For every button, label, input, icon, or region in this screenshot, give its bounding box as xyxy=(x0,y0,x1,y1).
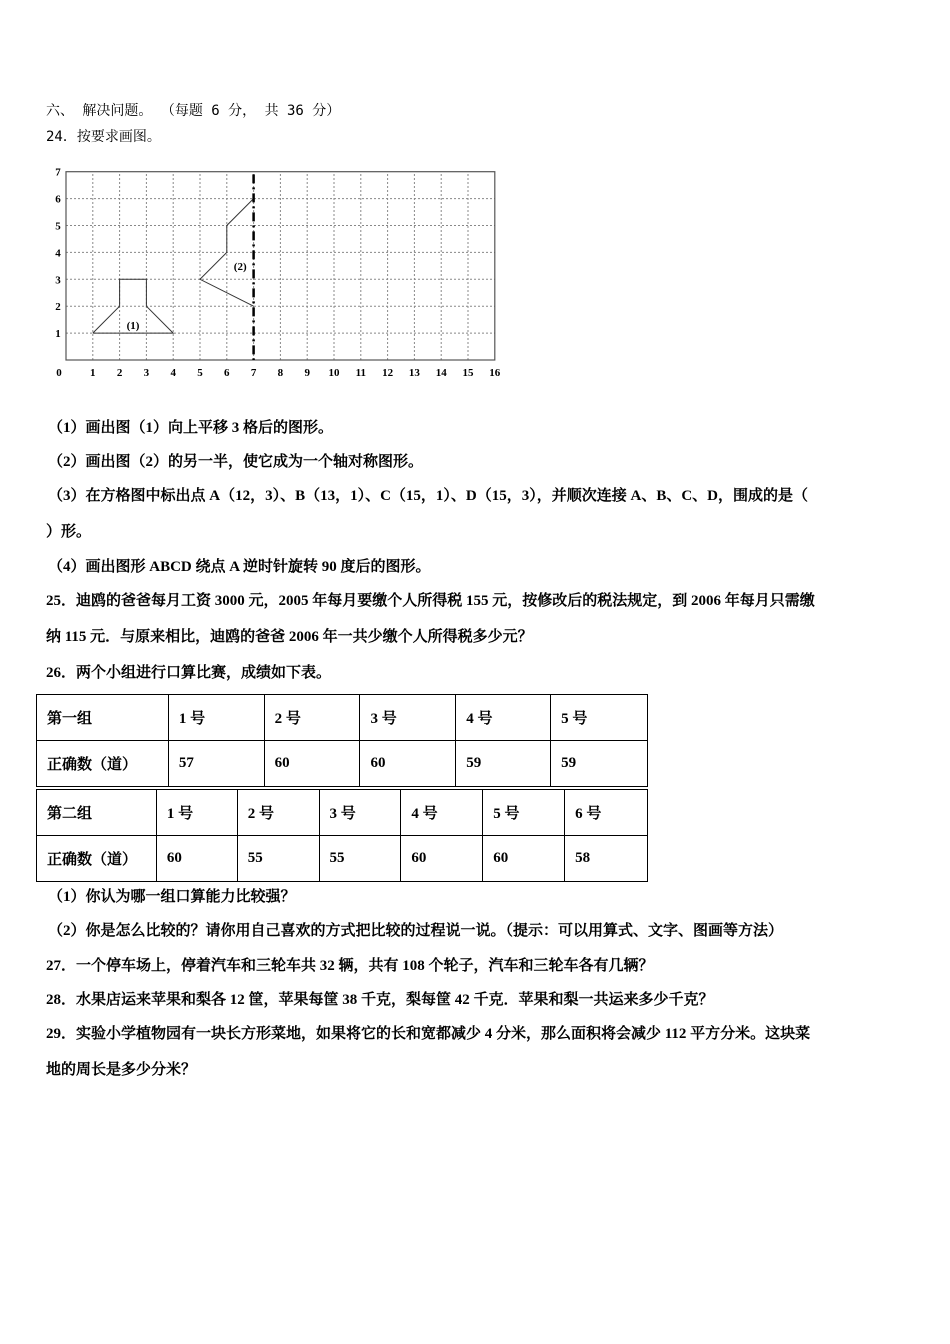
table-cell: 1 号 xyxy=(168,695,264,741)
table-cell: 6 号 xyxy=(565,790,648,836)
table-cell: 60 xyxy=(483,836,565,882)
table-cell: 3 号 xyxy=(360,695,456,741)
y-tick-label: 7 xyxy=(55,166,61,179)
x-tick-label: 14 xyxy=(435,367,447,379)
y-tick-label: 2 xyxy=(55,301,61,314)
table-cell: 第一组 xyxy=(37,695,169,741)
shape-2-label: (2) xyxy=(233,260,247,273)
q26-title: 26．两个小组进行口算比赛，成绩如下表。 xyxy=(46,665,332,681)
table-cell: 55 xyxy=(237,836,319,882)
section-title: 六、 解决问题。 （每题 6 分， 共 36 分） xyxy=(46,103,341,119)
table-cell: 60 xyxy=(360,741,456,787)
table-cell: 60 xyxy=(401,836,483,882)
table-cell: 4 号 xyxy=(456,695,551,741)
table-cell: 5 号 xyxy=(483,790,565,836)
q26-item-1: （1）你认为哪一组口算能力比较强？ xyxy=(48,889,296,905)
y-tick-label: 3 xyxy=(55,274,61,287)
table-cell: 60 xyxy=(264,741,360,787)
x-tick-label: 12 xyxy=(382,367,394,379)
x-tick-label: 0 xyxy=(56,367,62,379)
q24-item-1: （1）画出图（1）向上平移 3 格后的图形。 xyxy=(48,420,334,436)
x-tick-label: 3 xyxy=(143,367,150,379)
table-cell: 59 xyxy=(456,741,551,787)
table-cell: 5 号 xyxy=(551,695,648,741)
x-tick-label: 16 xyxy=(489,367,501,379)
table-cell: 1 号 xyxy=(156,790,237,836)
x-tick-label: 9 xyxy=(304,367,310,379)
q27: 27．一个停车场上，停着汽车和三轮车共 32 辆，共有 108 个轮子，汽车和三轮车各有几辆？ xyxy=(46,958,654,974)
y-tick-label: 1 xyxy=(55,328,61,341)
x-tick-label: 10 xyxy=(328,367,340,379)
coordinate-grid xyxy=(40,160,515,385)
table-cell: 58 xyxy=(565,836,648,882)
table-row xyxy=(37,790,648,836)
x-tick-label: 6 xyxy=(224,367,230,379)
table-cell: 2 号 xyxy=(264,695,360,741)
x-tick-label: 13 xyxy=(408,367,420,379)
table-cell: 第二组 xyxy=(37,790,157,836)
x-tick-label: 2 xyxy=(116,367,123,379)
table-cell: 正确数（道） xyxy=(37,836,157,882)
table-cell: 4 号 xyxy=(401,790,483,836)
q26-item-2: （2）你是怎么比较的？请你用自己喜欢的方式把比较的过程说一说。（提示：可以用算式、文字、图画等方法） xyxy=(48,923,784,939)
q25-line-2: 纳 115 元．与原来相比，迪鸥的爸爸 2006 年一共少缴个人所得税多少元？ xyxy=(46,629,533,645)
table-cell: 2 号 xyxy=(237,790,319,836)
x-tick-label: 7 xyxy=(250,367,257,379)
table-row xyxy=(37,836,648,882)
q25-line-1: 25．迪鸥的爸爸每月工资 3000 元，2005 年每月要缴个人所得税 155 元，按修改后的税法规定，到 2006 年每月只需缴 xyxy=(46,593,815,609)
q24-item-4: （4）画出图形 ABCD 绕点 A 逆时针旋转 90 度后的图形。 xyxy=(48,559,431,575)
q24-item-3: （3）在方格图中标出点 A（12，3）、B（13，1）、C（15，1）、D（15，3），并顺次连接 A、B、C、D，围成的是（ xyxy=(48,488,809,504)
q24-item-2: （2）画出图（2）的另一半，使它成为一个轴对称图形。 xyxy=(48,454,424,470)
x-tick-label: 11 xyxy=(355,367,367,379)
shape-1-label: (1) xyxy=(126,320,140,333)
x-tick-label: 4 xyxy=(170,367,176,379)
q28: 28．水果店运来苹果和梨各 12 筐，苹果每筐 38 千克，梨每筐 42 千克．苹果和梨一共运来多少千克？ xyxy=(46,992,714,1008)
table-row xyxy=(37,695,648,741)
table-cell: 正确数（道） xyxy=(37,741,169,787)
x-tick-label: 1 xyxy=(90,367,96,379)
table-cell: 55 xyxy=(319,836,401,882)
score-table-group1 xyxy=(36,694,648,787)
table-row xyxy=(37,741,648,787)
table-cell: 59 xyxy=(551,741,648,787)
x-tick-label: 5 xyxy=(197,367,203,379)
q24-item-3-cont: ）形。 xyxy=(46,524,92,540)
score-table-group2 xyxy=(36,789,648,882)
table-cell: 57 xyxy=(168,741,264,787)
q29-line-1: 29．实验小学植物园有一块长方形菜地，如果将它的长和宽都减少 4 分米，那么面积将会减少 112 平方分米。这块菜 xyxy=(46,1026,811,1042)
y-tick-label: 6 xyxy=(55,193,61,206)
q24-title: 24．按要求画图。 xyxy=(46,129,161,145)
table-cell: 3 号 xyxy=(319,790,401,836)
x-tick-label: 15 xyxy=(462,367,474,379)
q29-line-2: 地的周长是多少分米？ xyxy=(46,1062,197,1078)
table-cell: 60 xyxy=(156,836,237,882)
y-tick-label: 5 xyxy=(55,220,61,233)
x-tick-label: 8 xyxy=(277,367,284,379)
y-tick-label: 4 xyxy=(55,247,61,260)
